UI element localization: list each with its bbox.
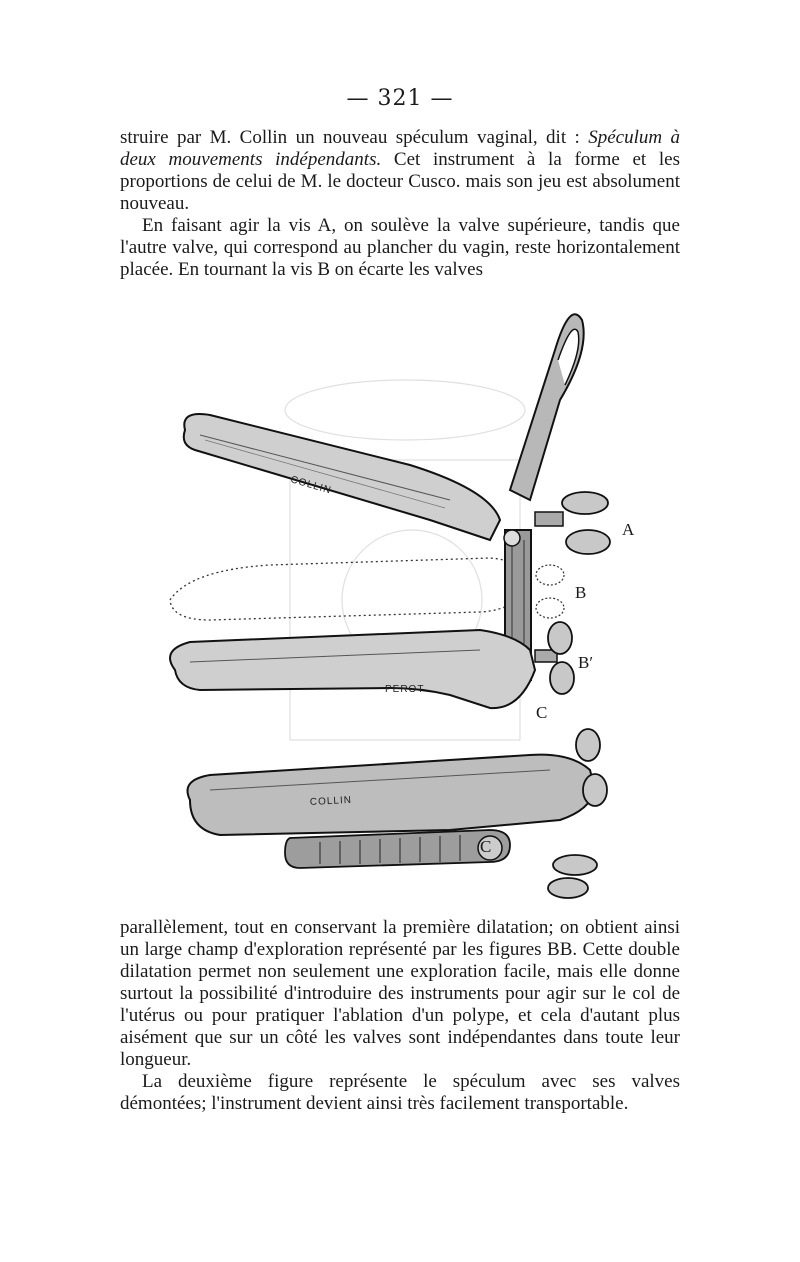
paragraph-intro — [120, 127, 680, 215]
lower-valve-engraving: PEROT — [385, 684, 425, 695]
paragraph-second-figure: La deuxième figure représente le spéculum avec ses valves démontées; l'instrument devient ainsi très facilement transportable. — [120, 1071, 680, 1114]
assembled-instrument — [188, 729, 608, 898]
intro-line: struire par M. Collin un nouveau spéculum vaginal, dit : — [120, 127, 580, 148]
bottom-wing-low-icon — [553, 855, 597, 875]
upper-valve — [184, 414, 500, 540]
wing-screw-b-prime-icon — [535, 622, 574, 694]
dotted-wing-b-icon — [536, 565, 564, 618]
instrument-name-italic: Spéculum à deux mouvements indépendants. — [120, 127, 680, 170]
label-b-prime: B′ — [578, 653, 594, 672]
label-b: B — [575, 583, 587, 602]
label-c-bottom: C — [480, 837, 492, 856]
paragraph-screw-action: En faisant agir la vis A, on soulève la valve supérieure, tandis que l'autre valve, qui correspond au plancher du vagin, reste horizontalement placée. En tournant la vis B on écarte les valves — [120, 215, 680, 280]
bottom-wing-mid-icon — [583, 774, 607, 806]
upper-valve-engraving: COLLIN — [289, 474, 333, 497]
lower-valve — [170, 630, 535, 708]
bottom-wing-top-icon — [576, 729, 600, 761]
label-a: A — [622, 520, 635, 539]
bottom-instrument-engraving: COLLIN — [309, 794, 353, 808]
speculum-figure — [150, 290, 650, 910]
page-number: — 321 — — [346, 86, 454, 111]
paragraph-parallel-dilation: parallèlement, tout en conservant la première dilatation; on obtient ainsi un large champ d'exploration représenté par les figures BB. Cette double dilatation permet non seulement une exploration facile, mais elle donne surtout la possibilité d'introduire des instruments pour agir sur le col de l'utérus ou pour pratiquer l'ablation d'un polype, et cela d'autant plus aisément que sur un côté les valves sont indépendantes dans toute leur longueur. — [120, 917, 680, 1070]
speculum-illustration — [150, 290, 650, 910]
bottom-text-block — [120, 917, 680, 1115]
wing-screw-a-icon — [535, 492, 610, 554]
top-text-block — [120, 127, 680, 281]
ring-handle — [510, 314, 584, 500]
intro-continuation: Cet instrument à la forme et les proportions de celui de M. le docteur Cusco. mais son jeu est absolument nouveau. — [120, 149, 680, 214]
label-c-top: C — [536, 703, 548, 722]
